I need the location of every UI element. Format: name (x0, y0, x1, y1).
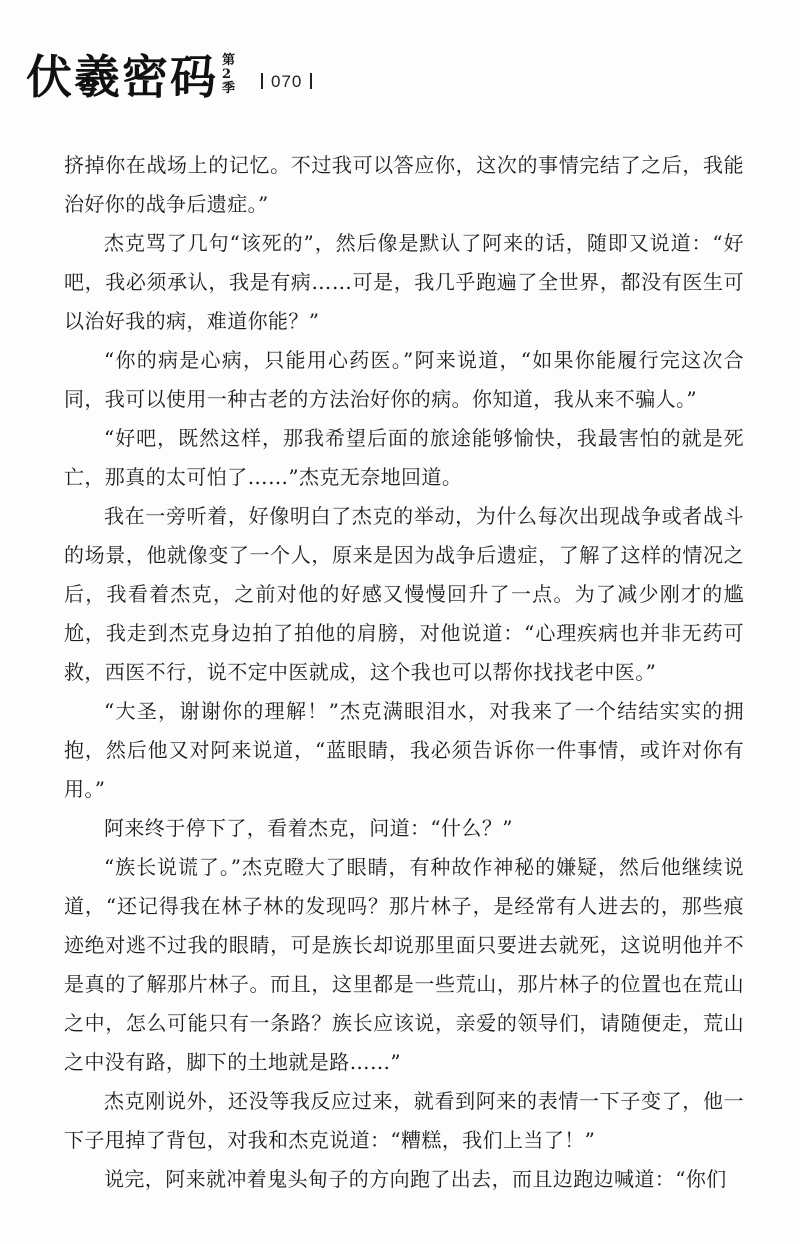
paragraph: “族长说谎了。”杰克瞪大了眼睛，有种故作神秘的嫌疑，然后他继续说道，“还记得我在林子林的发现吗？那片林子，是经常有人进去的，那些痕迹绝对逃不过我的眼睛，可是族长却说那里面只要进去就死，这说明他并不是真的了解那片林子。而且，这里都是一些荒山，那片林子的位置也在荒山之中，怎么可能只有一条路？族长应该说，亲爱的领导们，请随便走，荒山之中没有路，脚下的土地就是路……” (64, 855, 744, 1074)
season-char: 季 (222, 81, 236, 96)
paragraph: 杰克刚说外，还没等我反应过来，就看到阿来的表情一下子变了，他一下子甩掉了背包，对我和杰克说道：“糟糕，我们上当了！” (64, 1089, 744, 1152)
paragraph: “大圣，谢谢你的理解！”杰克满眼泪水，对我来了一个结结实实的拥抱，然后他又对阿来说道，“蓝眼睛，我必须告诉你一件事情，或许对你有用。” (64, 699, 744, 801)
body-text (64, 146, 744, 1199)
season-char: 2 (222, 67, 232, 82)
divider (261, 73, 263, 89)
page-number-value: 070 (271, 72, 303, 91)
page-number (253, 72, 320, 92)
paragraph: 说完，阿来就冲着鬼头甸子的方向跑了出去，而且边跑边喊道：“你们 (104, 1167, 727, 1191)
paragraph: “你的病是心病，只能用心药医。”阿来说道，“如果你能履行完这次合同，我可以使用一种古老的方法治好你的病。你知道，我从来不骗人。” (64, 348, 744, 411)
divider (310, 73, 312, 89)
paragraph: 阿来终于停下了，看着杰克，问道：“什么？” (104, 816, 513, 840)
book-title: 伏羲密码 (26, 50, 218, 104)
paragraph: 我在一旁听着，好像明白了杰克的举动，为什么每次出现战争或者战斗的场景，他就像变了一个人，原来是因为战争后遗症，了解了这样的情况之后，我看着杰克，之前对他的好感又慢慢回升了一点。为了减少刚才的尴尬，我走到杰克身边拍了拍他的肩膀，对他说道：“心理疾病也并非无药可救，西医不行，说不定中医就成，这个我也可以帮你找找老中医。” (64, 504, 744, 684)
page-header (26, 30, 320, 104)
season-char: 第 (222, 53, 236, 68)
season-label (222, 54, 235, 96)
paragraph: 挤掉你在战场上的记忆。不过我可以答应你，这次的事情完结了之后，我能治好你的战争后遗症。” (64, 153, 744, 216)
paragraph: 杰克骂了几句“该死的”，然后像是默认了阿来的话，随即又说道：“好吧，我必须承认，我是有病……可是，我几乎跑遍了全世界，都没有医生可以治好我的病，难道你能？” (64, 231, 744, 333)
paragraph: “好吧，既然这样，那我希望后面的旅途能够愉快，我最害怕的就是死亡，那真的太可怕了……”杰克无奈地回道。 (64, 426, 744, 489)
